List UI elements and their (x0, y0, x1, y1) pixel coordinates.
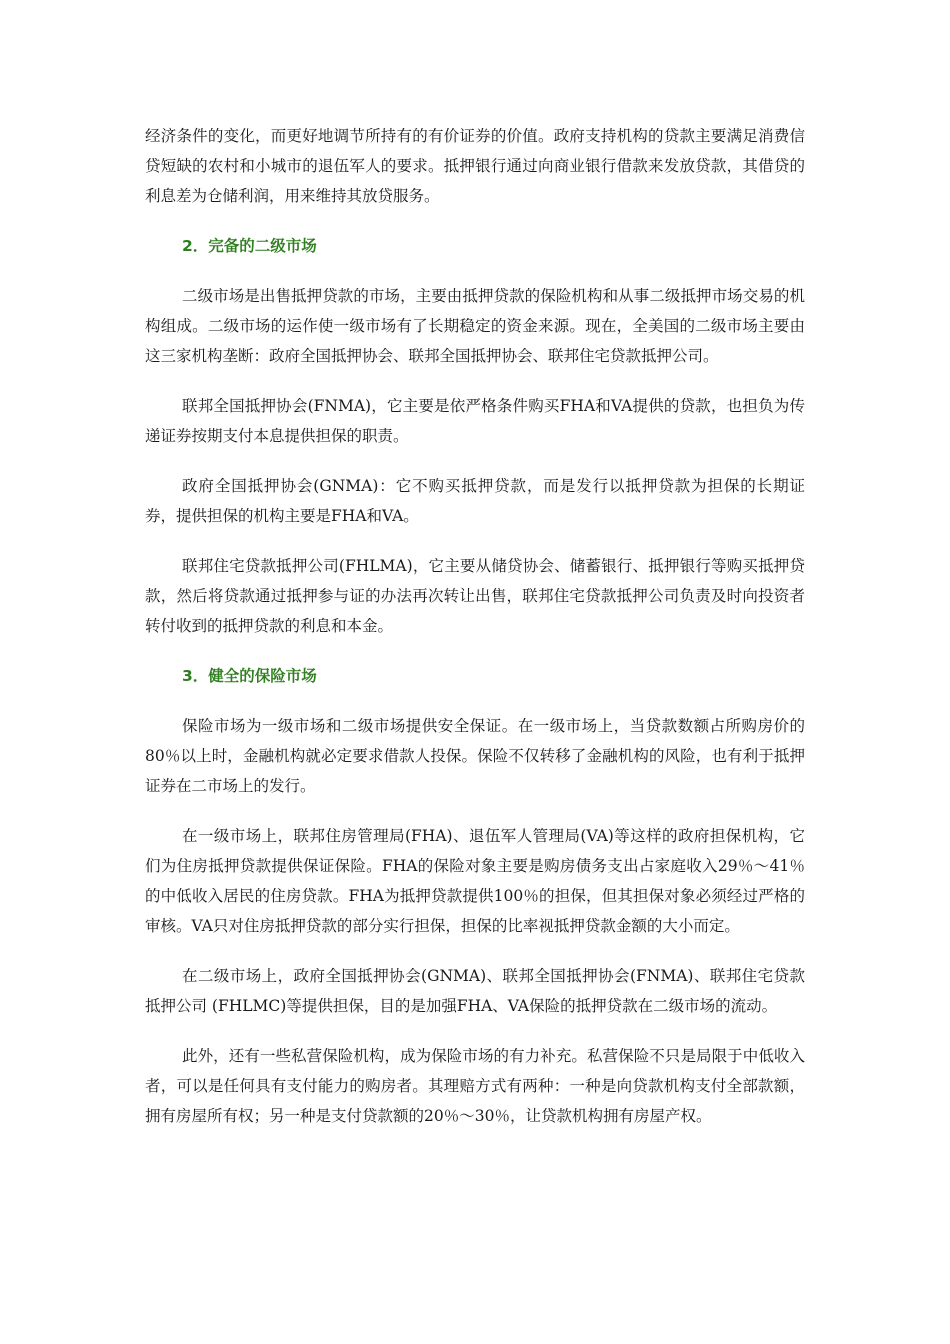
paragraph: 政府全国抵押协会(GNMA)：它不购买抵押贷款，而是发行以抵押贷款为担保的长期证券，提供担保的机构主要是FHA和VA。 (145, 477, 805, 525)
paragraph: 在一级市场上，联邦住房管理局(FHA)、退伍军人管理局(VA)等这样的政府担保机构，它们为住房抵押贷款提供保证保险。FHA的保险对象主要是购房债务支出占家庭收入29％～41％的中低收入居民的住房贷款。FHA为抵押贷款提供100％的担保，但其担保对象必须经过严格的审核。VA只对住房抵押贷款的部分实行担保，担保的比率视抵押贷款金额的大小而定。 (145, 827, 805, 935)
paragraph: 保险市场为一级市场和二级市场提供安全保证。在一级市场上，当贷款数额占所购房价的80％以上时，金融机构就必定要求借款人投保。保险不仅转移了金融机构的风险，也有利于抵押证券在二市场上的发行。 (145, 717, 805, 795)
paragraph: 二级市场是出售抵押贷款的市场，主要由抵押贷款的保险机构和从事二级抵押市场交易的机构组成。二级市场的运作使一级市场有了长期稳定的资金来源。现在，全美国的二级市场主要由这三家机构垄断：政府全国抵押协会、联邦全国抵押协会、联邦住宅贷款抵押公司。 (145, 287, 805, 365)
intro-paragraph: 经济条件的变化，而更好地调节所持有的有价证券的价值。政府支持机构的贷款主要满足消费信贷短缺的农村和小城市的退伍军人的要求。抵押银行通过向商业银行借款来发放贷款，其借贷的利息差为仓储利润，用来维持其放贷服务。 (145, 127, 805, 205)
section-heading-secondary-market: 2．完备的二级市场 (182, 237, 317, 255)
document-page (145, 121, 805, 1151)
paragraph: 联邦全国抵押协会(FNMA)，它主要是依严格条件购买FHA和VA提供的贷款，也担负为传递证券按期支付本息提供担保的职责。 (145, 397, 805, 445)
paragraph: 此外，还有一些私营保险机构，成为保险市场的有力补充。私营保险不只是局限于中低收入者，可以是任何具有支付能力的购房者。其理赔方式有两种：一种是向贷款机构支付全部款额，拥有房屋所有权；另一种是支付贷款额的20％～30％，让贷款机构拥有房屋产权。 (145, 1047, 805, 1125)
paragraph: 在二级市场上，政府全国抵押协会(GNMA)、联邦全国抵押协会(FNMA)、联邦住宅贷款抵押公司 (FHLMC)等提供担保，目的是加强FHA、VA保险的抵押贷款在二级市场的流动。 (145, 967, 805, 1015)
paragraph: 联邦住宅贷款抵押公司(FHLMA)，它主要从储贷协会、储蓄银行、抵押银行等购买抵押贷款，然后将贷款通过抵押参与证的办法再次转让出售，联邦住宅贷款抵押公司负责及时向投资者转付收到的抵押贷款的利息和本金。 (145, 557, 805, 635)
section-heading-insurance-market: 3．健全的保险市场 (182, 667, 317, 685)
